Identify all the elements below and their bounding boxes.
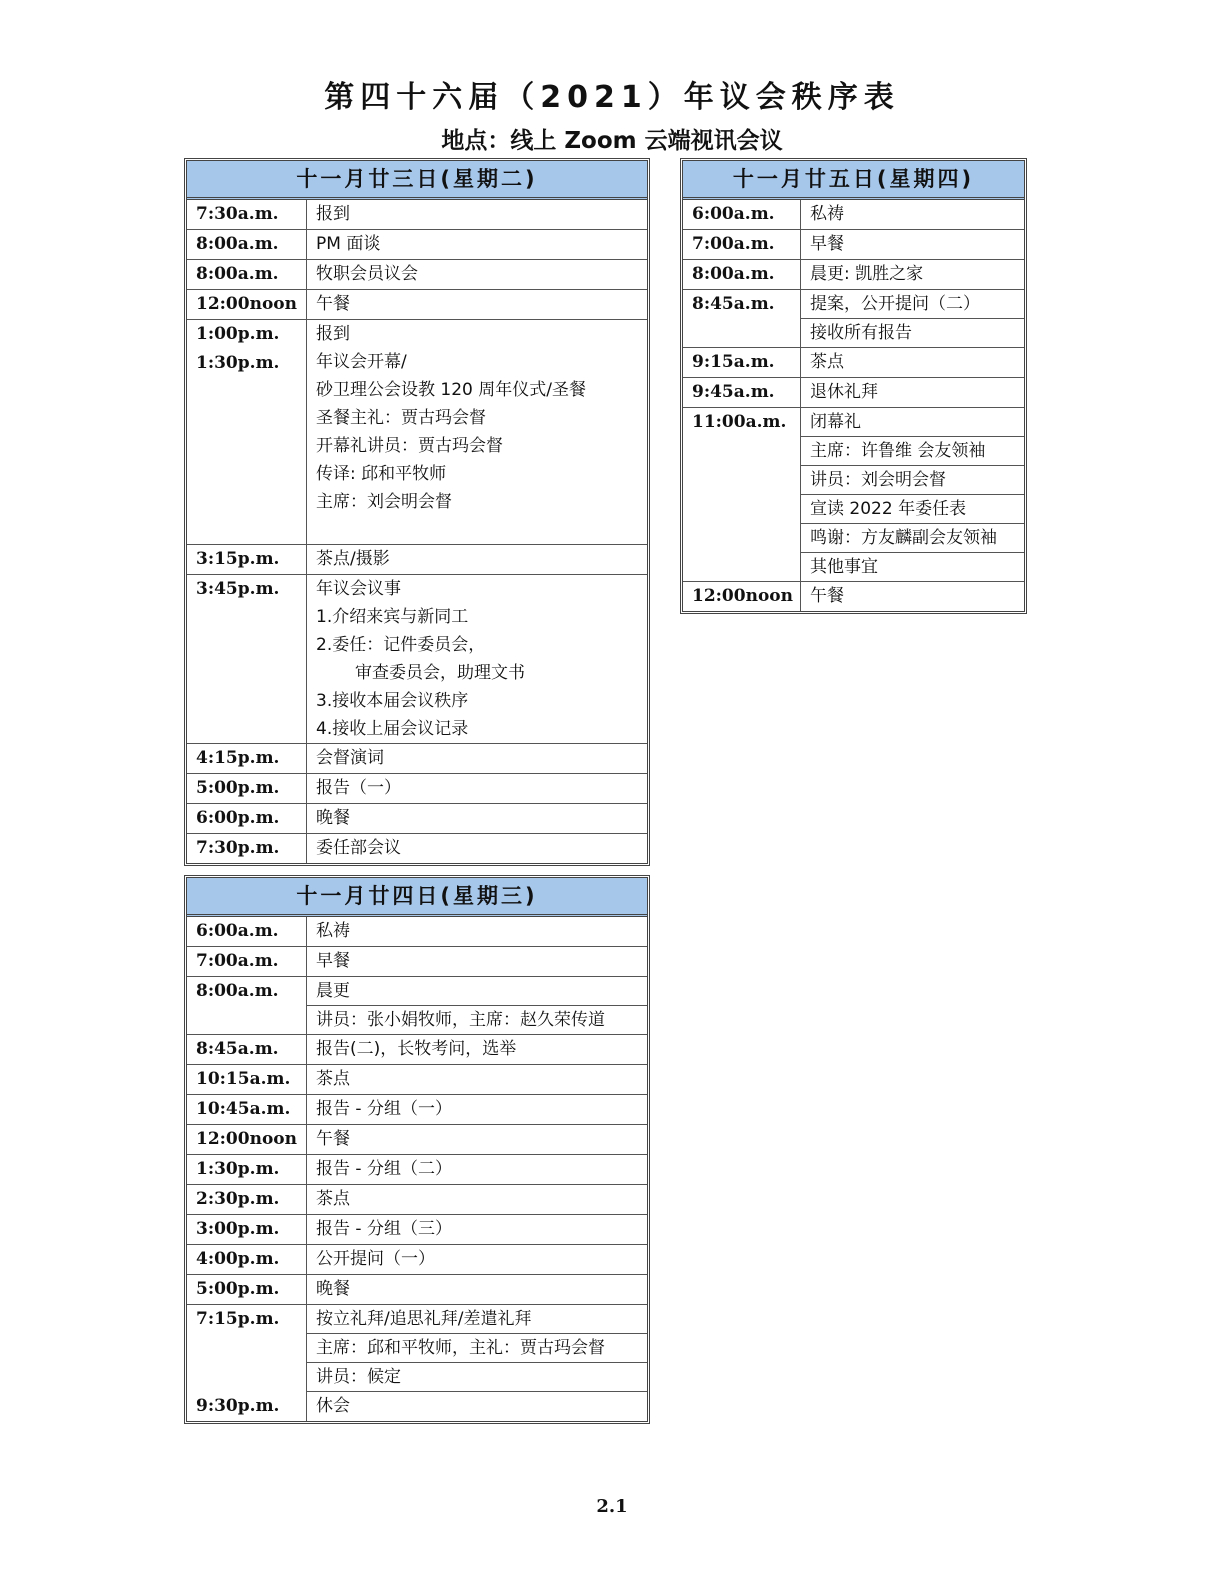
time-column xyxy=(187,774,307,803)
items-column xyxy=(801,200,1024,229)
items-column xyxy=(307,947,647,976)
time-column xyxy=(187,804,307,833)
time-column xyxy=(187,200,307,229)
agenda-item: 主席：邱和平牧师，主礼：贾古玛会督 xyxy=(307,1334,647,1363)
agenda-item: 茶点 xyxy=(316,1189,350,1209)
agenda-item: 讲员：张小娟牧师，主席：赵久荣传道 xyxy=(316,1010,605,1030)
items-column xyxy=(307,744,647,773)
time-label: 12:00noon xyxy=(196,1129,297,1149)
items-column xyxy=(307,1125,647,1154)
agenda-item xyxy=(307,516,647,544)
time-label: 8:00a.m. xyxy=(196,264,279,284)
schedule-tuesday xyxy=(184,158,650,866)
items-column xyxy=(801,230,1024,259)
page-subtitle: 地点：线上 Zoom 云端视讯会议 xyxy=(441,128,783,154)
agenda-item: 午餐 xyxy=(316,294,350,314)
time-label: 3:45p.m. xyxy=(196,579,280,599)
schedule-body xyxy=(187,917,647,1421)
schedule-group xyxy=(187,977,647,1035)
time-label: 3:15p.m. xyxy=(196,549,280,569)
agenda-item: 宣读 2022 年委任表 xyxy=(801,495,1024,524)
schedule-group xyxy=(187,200,647,230)
items-column xyxy=(307,804,647,833)
time-label: 7:15p.m. xyxy=(196,1309,280,1329)
schedule-group xyxy=(187,1155,647,1185)
time-column xyxy=(683,200,801,229)
time-label: 7:30a.m. xyxy=(196,204,279,224)
schedule-group xyxy=(683,230,1024,260)
items-column xyxy=(307,1185,647,1214)
agenda-item: 委任部会议 xyxy=(316,838,401,858)
schedule-group xyxy=(187,230,647,260)
agenda-item: 报告 - 分组（一） xyxy=(316,1099,452,1119)
items-column xyxy=(307,230,647,259)
schedule-group xyxy=(187,290,647,320)
agenda-item: 晨更 xyxy=(307,977,647,1006)
agenda-item: 讲员：候定 xyxy=(307,1363,647,1392)
time-label: 1:30p.m. xyxy=(196,1159,280,1179)
agenda-item: 提案，公开提问（二） xyxy=(801,290,1024,319)
agenda-item: 早餐 xyxy=(316,951,350,971)
agenda-item: 晚餐 xyxy=(316,808,350,828)
schedule-group xyxy=(683,290,1024,348)
items-column xyxy=(801,290,1024,347)
schedule-group xyxy=(683,408,1024,582)
schedule-group xyxy=(187,1035,647,1065)
schedule-group xyxy=(683,378,1024,408)
agenda-item: 讲员：刘会明会督 xyxy=(801,466,1024,495)
agenda-item: 鸣谢：方友麟副会友领袖 xyxy=(801,524,1024,553)
page-title: 第四十六届（2021）年议会秩序表 xyxy=(324,80,900,115)
agenda-item: 主席：刘会明会督 xyxy=(316,492,452,512)
time-column xyxy=(683,408,801,581)
schedule-group xyxy=(187,1305,647,1421)
agenda-item: 报告 - 分组（二） xyxy=(316,1159,452,1179)
items-column xyxy=(307,1245,647,1274)
items-column xyxy=(801,348,1024,377)
agenda-item: 私祷 xyxy=(810,204,844,224)
agenda-item: 1.介绍来宾与新同工 xyxy=(316,607,469,627)
schedule-group xyxy=(187,804,647,834)
agenda-item: 报告(二)，长牧考问，选举 xyxy=(316,1039,517,1059)
schedule-wednesday xyxy=(184,875,650,1424)
schedule-body xyxy=(683,200,1024,611)
schedule-group xyxy=(187,1245,647,1275)
time-label: 8:00a.m. xyxy=(196,981,279,1001)
time-column xyxy=(187,947,307,976)
time-label: 8:00a.m. xyxy=(196,234,279,254)
items-column xyxy=(307,260,647,289)
time-column xyxy=(187,1185,307,1214)
time-label: 2:30p.m. xyxy=(196,1189,280,1209)
schedule-group xyxy=(187,1065,647,1095)
time-column xyxy=(187,1275,307,1304)
agenda-item: 晚餐 xyxy=(316,1279,350,1299)
items-column xyxy=(307,1065,647,1094)
schedule-group xyxy=(187,545,647,575)
time-column xyxy=(683,230,801,259)
schedule-group xyxy=(187,1185,647,1215)
time-label xyxy=(196,1334,306,1363)
schedule-heading: 十一月廿五日(星期四) xyxy=(683,161,1024,200)
schedule-group xyxy=(187,947,647,977)
agenda-item: 4.接收上届会议记录 xyxy=(316,719,469,739)
schedule-group xyxy=(187,260,647,290)
time-column xyxy=(187,1035,307,1064)
items-column xyxy=(307,1035,647,1064)
time-label xyxy=(196,1363,306,1392)
time-label: 5:00p.m. xyxy=(196,778,280,798)
items-column xyxy=(307,1215,647,1244)
schedule-heading: 十一月廿三日(星期二) xyxy=(187,161,647,200)
time-label: 6:00a.m. xyxy=(692,204,775,224)
time-column xyxy=(683,378,801,407)
schedule-group xyxy=(187,744,647,774)
agenda-item: PM 面谈 xyxy=(316,234,381,254)
items-column xyxy=(307,200,647,229)
agenda-item: 私祷 xyxy=(316,921,350,941)
agenda-item: 2.委任：记件委员会， xyxy=(316,635,486,655)
time-column xyxy=(187,545,307,574)
items-column xyxy=(307,834,647,863)
agenda-item: 退休礼拜 xyxy=(810,382,878,402)
time-label: 4:00p.m. xyxy=(196,1249,280,1269)
schedule-group xyxy=(187,320,647,545)
schedule-group xyxy=(187,917,647,947)
items-column xyxy=(307,917,647,946)
items-column xyxy=(801,582,1024,611)
time-column xyxy=(187,834,307,863)
time-column xyxy=(187,320,307,544)
agenda-item: 年议会开幕/ xyxy=(316,352,407,372)
time-label: 1:30p.m. xyxy=(196,353,280,373)
time-column xyxy=(187,1155,307,1184)
schedule-group xyxy=(187,1125,647,1155)
time-column xyxy=(187,917,307,946)
items-column xyxy=(307,1275,647,1304)
time-column xyxy=(187,1125,307,1154)
schedule-group xyxy=(187,1095,647,1125)
schedule-heading: 十一月廿四日(星期三) xyxy=(187,878,647,917)
time-label: 9:15a.m. xyxy=(692,352,775,372)
schedule-thursday xyxy=(680,158,1027,614)
items-column xyxy=(307,1155,647,1184)
agenda-item: 午餐 xyxy=(810,586,844,606)
items-column xyxy=(307,290,647,319)
agenda-item: 开幕礼讲员：贾古玛会督 xyxy=(316,436,503,456)
time-column xyxy=(187,1095,307,1124)
time-label: 6:00p.m. xyxy=(196,808,280,828)
agenda-item: 接收所有报告 xyxy=(810,323,912,343)
agenda-item: 茶点 xyxy=(316,1069,350,1089)
agenda-item: 其他事宜 xyxy=(810,557,878,577)
time-label: 1:00p.m. xyxy=(196,324,280,344)
agenda-item: 休会 xyxy=(316,1396,350,1416)
time-column xyxy=(187,1305,307,1421)
page-number: 2.1 xyxy=(596,1496,628,1517)
time-column xyxy=(187,1065,307,1094)
time-label: 8:45a.m. xyxy=(692,294,775,314)
agenda-item: 报告（一） xyxy=(316,778,401,798)
agenda-item: 会督演词 xyxy=(316,748,384,768)
agenda-item: 晨更: 凯胜之家 xyxy=(810,264,924,284)
schedule-group xyxy=(187,575,647,744)
items-column xyxy=(307,774,647,803)
time-label: 11:00a.m. xyxy=(692,412,787,432)
agenda-item: 主席：许鲁维 会友领袖 xyxy=(801,437,1024,466)
agenda-item: 茶点/摄影 xyxy=(316,549,390,569)
agenda-item: 牧职会员议会 xyxy=(316,264,418,284)
schedule-group xyxy=(683,200,1024,230)
agenda-item: 报告 - 分组（三） xyxy=(316,1219,452,1239)
agenda-item: 圣餐主礼：贾古玛会督 xyxy=(316,408,486,428)
items-column xyxy=(307,1095,647,1124)
time-column xyxy=(187,290,307,319)
agenda-item: 午餐 xyxy=(316,1129,350,1149)
time-label: 4:15p.m. xyxy=(196,748,280,768)
items-column xyxy=(307,977,647,1034)
time-label: 6:00a.m. xyxy=(196,921,279,941)
time-label: 7:30p.m. xyxy=(196,838,280,858)
time-column xyxy=(187,575,307,743)
agenda-item: 砂卫理公会设教 120 周年仪式/圣餐 xyxy=(316,380,586,400)
schedule-group xyxy=(187,774,647,804)
time-column xyxy=(187,1245,307,1274)
time-label: 9:45a.m. xyxy=(692,382,775,402)
time-label: 8:45a.m. xyxy=(196,1039,279,1059)
agenda-item: 审查委员会，助理文书 xyxy=(355,663,525,683)
agenda-item: 公开提问（一） xyxy=(316,1249,435,1269)
agenda-item: 茶点 xyxy=(810,352,844,372)
items-column xyxy=(307,545,647,574)
time-label: 9:30p.m. xyxy=(196,1396,280,1416)
items-column xyxy=(307,1305,647,1421)
time-column xyxy=(683,260,801,289)
agenda-item: 报到 xyxy=(316,204,350,224)
schedule-group xyxy=(683,260,1024,290)
time-label: 7:00a.m. xyxy=(692,234,775,254)
time-label: 3:00p.m. xyxy=(196,1219,280,1239)
items-column xyxy=(307,320,647,544)
items-column xyxy=(307,575,647,743)
schedule-group xyxy=(187,1275,647,1305)
time-label: 7:00a.m. xyxy=(196,951,279,971)
items-column xyxy=(801,408,1024,581)
agenda-item: 3.接收本届会议秩序 xyxy=(316,691,469,711)
schedule-group xyxy=(683,582,1024,611)
time-column xyxy=(187,260,307,289)
time-column xyxy=(683,582,801,611)
time-column xyxy=(187,744,307,773)
agenda-item: 报到 xyxy=(316,324,350,344)
agenda-item: 按立礼拜/追思礼拜/差遣礼拜 xyxy=(307,1305,647,1334)
items-column xyxy=(801,378,1024,407)
time-column xyxy=(187,1215,307,1244)
time-label: 10:15a.m. xyxy=(196,1069,291,1089)
agenda-item: 传译: 邱和平牧师 xyxy=(316,464,447,484)
time-label: 5:00p.m. xyxy=(196,1279,280,1299)
schedule-group xyxy=(683,348,1024,378)
schedule-group xyxy=(187,834,647,863)
time-label: 12:00noon xyxy=(692,586,793,606)
time-column xyxy=(683,348,801,377)
agenda-item: 闭幕礼 xyxy=(801,408,1024,437)
agenda-item: 年议会议事 xyxy=(316,579,401,599)
time-column xyxy=(683,290,801,347)
time-label: 10:45a.m. xyxy=(196,1099,291,1119)
time-column xyxy=(187,230,307,259)
agenda-item: 早餐 xyxy=(810,234,844,254)
time-column xyxy=(187,977,307,1034)
time-label: 12:00noon xyxy=(196,294,297,314)
time-label: 8:00a.m. xyxy=(692,264,775,284)
schedule-body xyxy=(187,200,647,863)
schedule-group xyxy=(187,1215,647,1245)
items-column xyxy=(801,260,1024,289)
